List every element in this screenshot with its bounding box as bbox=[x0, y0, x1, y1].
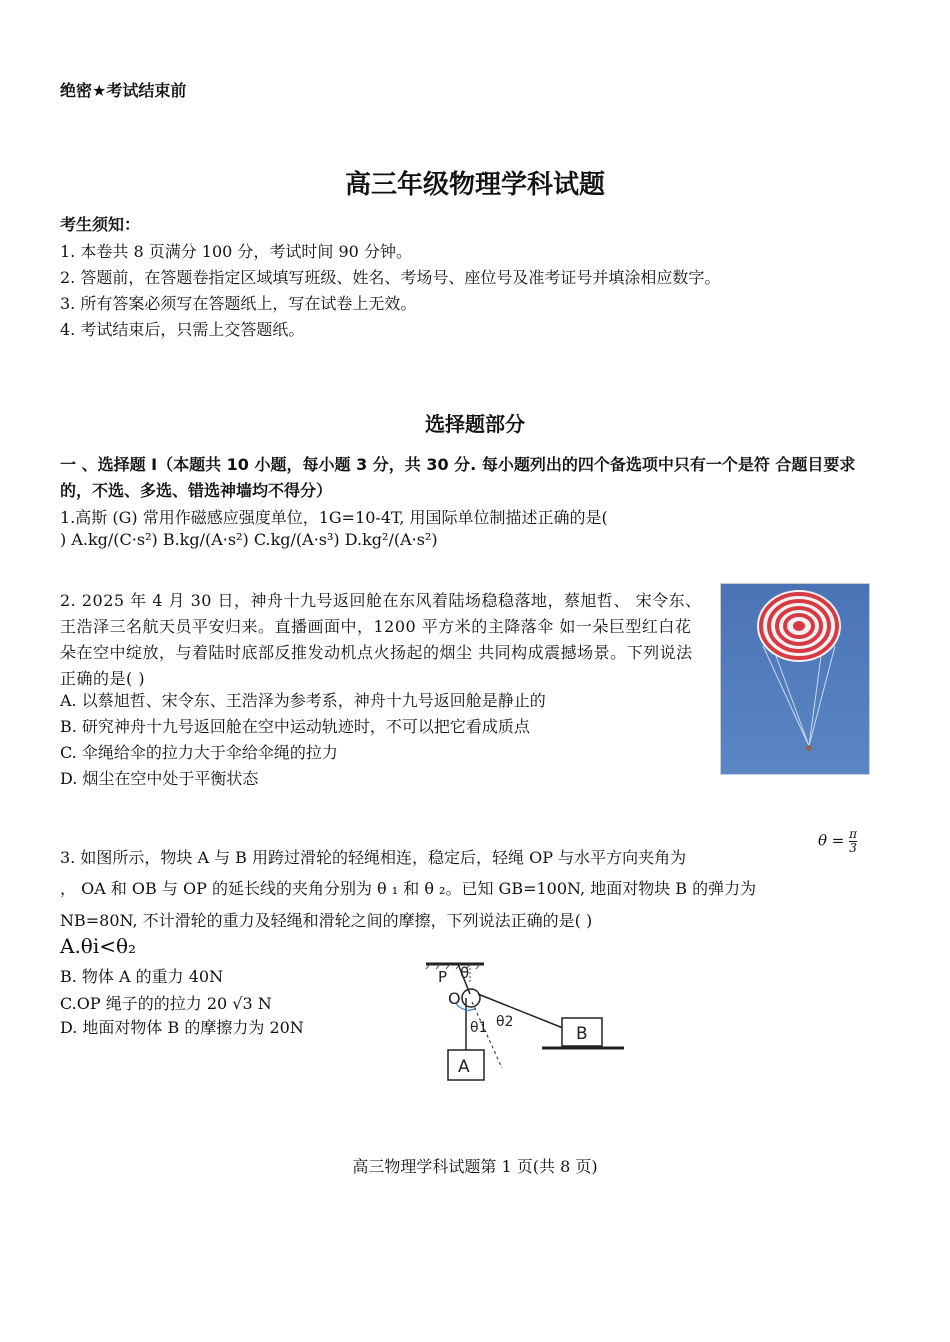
label-theta: θ bbox=[460, 964, 470, 982]
notice-item: 4. 考试结束后，只需上交答题纸。 bbox=[60, 320, 305, 339]
confidential-label: 绝密★考试结束前 bbox=[60, 81, 187, 100]
notice-heading: 考生须知： bbox=[60, 215, 141, 234]
label-theta2: θ2 bbox=[496, 1014, 514, 1030]
q3-line3: NB=80N, 不计滑轮的重力及轻绳和滑轮之间的摩擦，下列说法正确的是( ) bbox=[60, 911, 593, 930]
q3-option-d: D. 地面对物体 B 的摩擦力为 20N bbox=[60, 1018, 304, 1037]
q3-option-a: A.θi<θ₂ bbox=[60, 934, 137, 958]
q2-option-b: B. 研究神舟十九号返回舱在空中运动轨迹时，不可以把它看成质点 bbox=[60, 717, 530, 736]
formula-denominator: 3 bbox=[849, 841, 857, 855]
section-title: 选择题部分 bbox=[425, 412, 525, 436]
section-instructions: 一 、选择题 I（本题共 10 小题，每小题 3 分，共 30 分. 每小题列出的四个备选项中只有一个是符 合题目要求的，不选、多选、错选神墙均不得分） bbox=[60, 455, 856, 500]
label-p: P bbox=[438, 968, 448, 986]
formula-fraction bbox=[849, 828, 857, 855]
pulley-diagram bbox=[420, 958, 630, 1088]
q3-line2: ， OA 和 OB 与 OP 的延长线的夹角分别为 θ ₁ 和 θ ₂。已知 GB=100N, 地面对物块 B 的弹力为 bbox=[60, 879, 757, 898]
q3-option-c: C.OP 绳子的的拉力 20 √3 N bbox=[60, 994, 272, 1013]
q2-option-c: C. 伞绳给伞的拉力大于伞给伞绳的拉力 bbox=[60, 743, 338, 762]
formula-numerator: π bbox=[849, 827, 858, 841]
notice-item: 3. 所有答案必须写在答题纸上，写在试卷上无效。 bbox=[60, 294, 417, 313]
page-footer: 高三物理学科试题第 1 页(共 8 页) bbox=[352, 1157, 598, 1176]
label-b: B bbox=[576, 1024, 588, 1044]
q2-option-a: A. 以蔡旭哲、宋令东、王浩泽为参考系，神舟十九号返回舱是静止的 bbox=[60, 691, 546, 710]
label-a: A bbox=[458, 1057, 470, 1077]
q2-option-d: D. 烟尘在空中处于平衡状态 bbox=[60, 769, 259, 788]
q3-option-b: B. 物体 A 的重力 40N bbox=[60, 967, 224, 986]
q3-angle-formula bbox=[818, 828, 857, 855]
q1-options: ) A.kg/(C·s²) B.kg/(A·s²) C.kg/(A·s³) D.kg²/(A·s²) bbox=[60, 530, 438, 549]
parachute-photo bbox=[720, 583, 870, 775]
q2-stem: 2. 2025 年 4 月 30 日，神舟十九号返回舱在东风着陆场稳稳落地，蔡旭哲、 宋令东、王浩泽三名航天员平安归来。直播画面中，1200 平方米的主降落伞 如一朵巨型红白花朵在空中绽放，与着陆时底部反推发动机点火扬起的烟尘 共同构成震撼场景。下列说法正确的是( ) bbox=[60, 591, 702, 688]
label-o: O bbox=[448, 989, 461, 1008]
label-theta1: θ1 bbox=[470, 1020, 488, 1036]
page-title: 高三年级物理学科试题 bbox=[344, 170, 605, 200]
q1-stem: 1.高斯 (G) 常用作磁感应强度单位，1G=10-4T, 用国际单位制描述正确的是( bbox=[60, 508, 608, 527]
q3-line1: 3. 如图所示，物块 A 与 B 用跨过滑轮的轻绳相连，稳定后，轻绳 OP 与水平方向夹角为 bbox=[60, 848, 687, 867]
notice-item: 2. 答题前，在答题卷指定区域填写班级、姓名、考场号、座位号及准考证号并填涂相应数字。 bbox=[60, 268, 721, 287]
notice-item: 1. 本卷共 8 页满分 100 分，考试时间 90 分钟。 bbox=[60, 242, 412, 261]
formula-lhs: θ = bbox=[818, 831, 845, 850]
